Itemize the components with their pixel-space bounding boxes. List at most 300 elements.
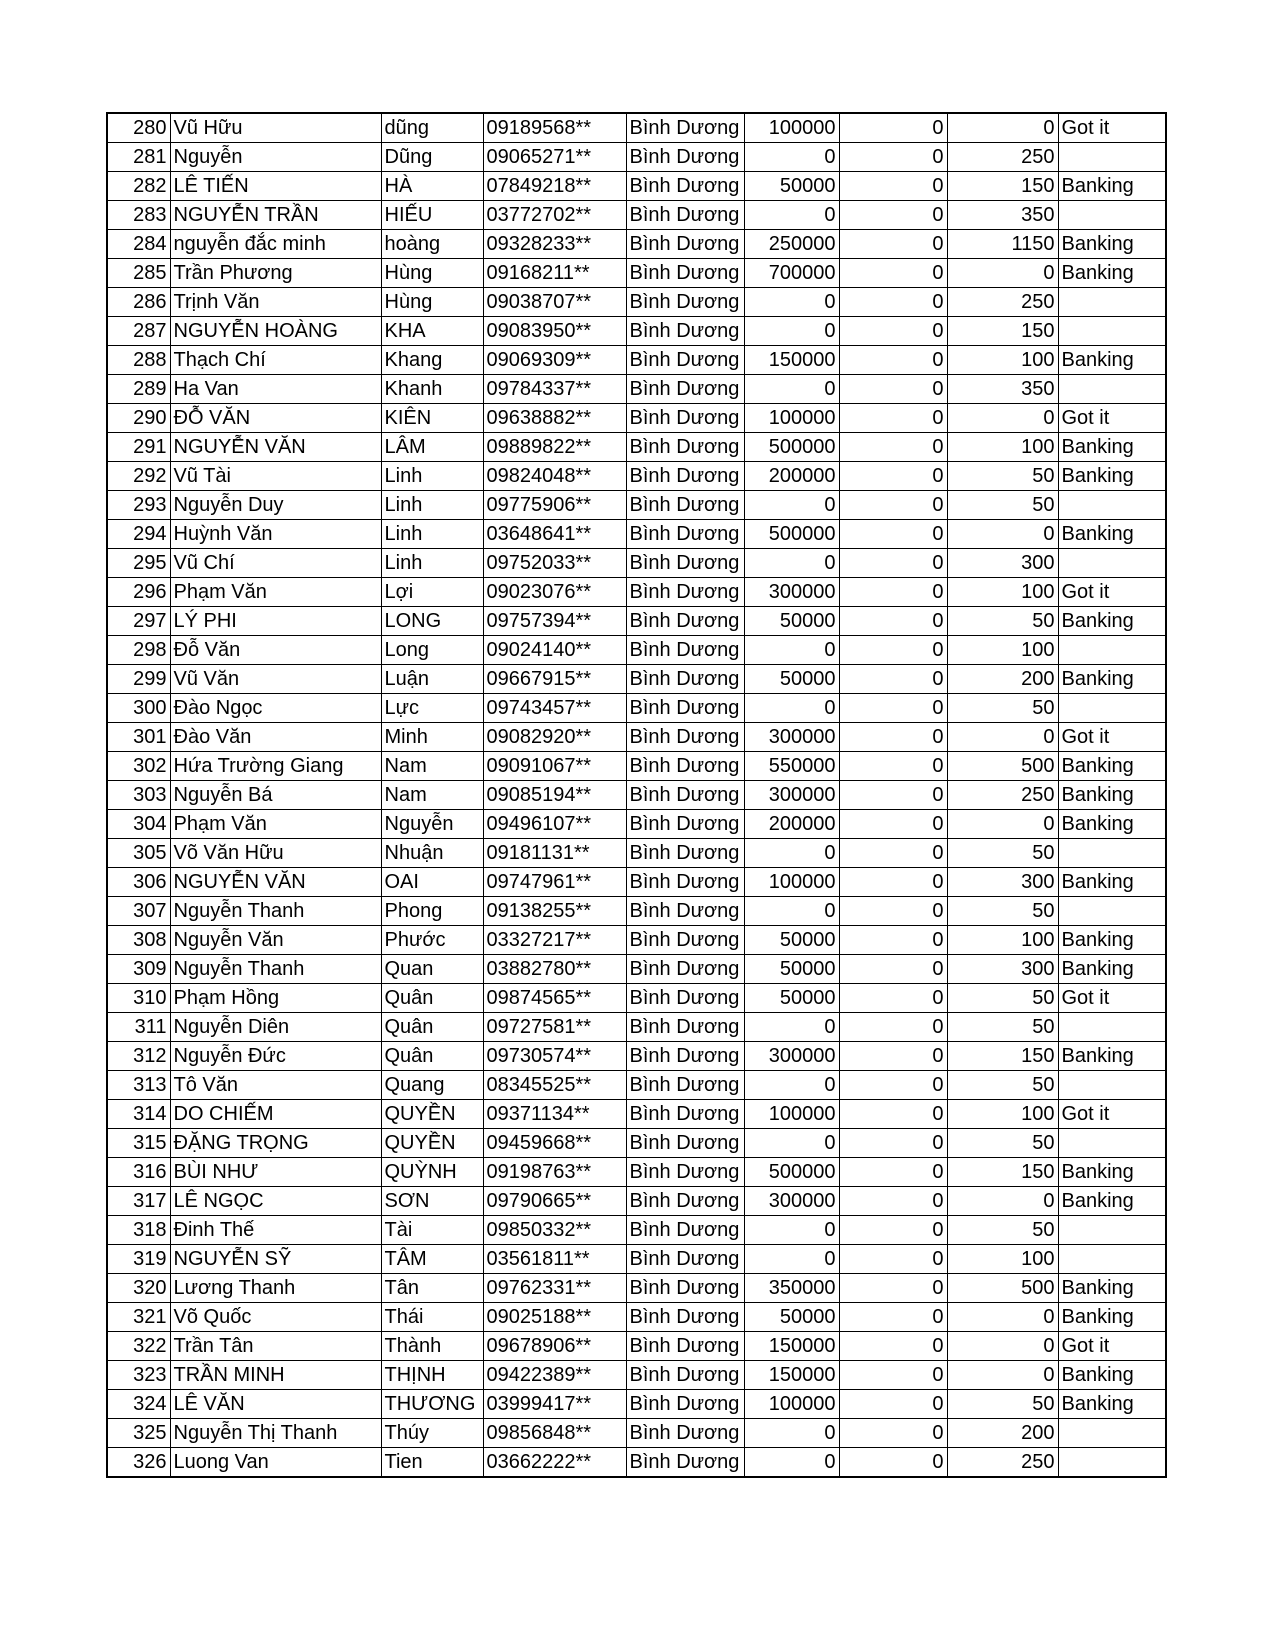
cell-payment-method: Got it: [1058, 984, 1166, 1013]
cell-amount: 0: [744, 1013, 839, 1042]
cell-last-middle-name: Nguyễn Thanh: [170, 955, 381, 984]
cell-last-middle-name: LÊ NGỌC: [170, 1187, 381, 1216]
cell-points: 0: [947, 810, 1058, 839]
cell-province: Bình Dương: [626, 491, 744, 520]
cell-last-middle-name: Phạm Văn: [170, 810, 381, 839]
cell-points: 250: [947, 781, 1058, 810]
table-row: [107, 810, 1166, 839]
cell-province: Bình Dương: [626, 1216, 744, 1245]
cell-phone: 09083950**: [483, 317, 626, 346]
cell-payment-method: [1058, 897, 1166, 926]
cell-last-middle-name: Lương Thanh: [170, 1274, 381, 1303]
cell-row-number: 308: [107, 926, 170, 955]
cell-province: Bình Dương: [626, 113, 744, 143]
cell-last-middle-name: Thạch Chí: [170, 346, 381, 375]
cell-last-middle-name: nguyễn đắc minh: [170, 230, 381, 259]
cell-value-zero: 0: [839, 1390, 947, 1419]
cell-province: Bình Dương: [626, 1390, 744, 1419]
table-row: [107, 752, 1166, 781]
table-row: [107, 520, 1166, 549]
cell-value-zero: 0: [839, 491, 947, 520]
cell-amount: 50000: [744, 665, 839, 694]
data-table: [106, 112, 1167, 1478]
table-row: [107, 839, 1166, 868]
cell-phone: 03327217**: [483, 926, 626, 955]
cell-last-middle-name: Đào Văn: [170, 723, 381, 752]
cell-phone: 09065271**: [483, 143, 626, 172]
cell-payment-method: Banking: [1058, 752, 1166, 781]
cell-value-zero: 0: [839, 926, 947, 955]
cell-row-number: 283: [107, 201, 170, 230]
cell-row-number: 319: [107, 1245, 170, 1274]
cell-row-number: 290: [107, 404, 170, 433]
cell-amount: 200000: [744, 810, 839, 839]
cell-phone: 09775906**: [483, 491, 626, 520]
cell-amount: 0: [744, 201, 839, 230]
cell-phone: 09790665**: [483, 1187, 626, 1216]
cell-points: 150: [947, 1042, 1058, 1071]
cell-amount: 50000: [744, 607, 839, 636]
cell-payment-method: Banking: [1058, 1303, 1166, 1332]
cell-last-middle-name: Nguyễn Đức: [170, 1042, 381, 1071]
cell-value-zero: 0: [839, 868, 947, 897]
cell-value-zero: 0: [839, 1303, 947, 1332]
table-row: [107, 113, 1166, 143]
cell-province: Bình Dương: [626, 752, 744, 781]
cell-payment-method: [1058, 375, 1166, 404]
cell-last-middle-name: Nguyễn Thanh: [170, 897, 381, 926]
cell-first-name: Quân: [381, 1013, 483, 1042]
cell-province: Bình Dương: [626, 926, 744, 955]
cell-row-number: 321: [107, 1303, 170, 1332]
cell-province: Bình Dương: [626, 694, 744, 723]
cell-row-number: 280: [107, 113, 170, 143]
cell-points: 50: [947, 491, 1058, 520]
table-row: [107, 1419, 1166, 1448]
cell-points: 0: [947, 1303, 1058, 1332]
cell-phone: 09824048**: [483, 462, 626, 491]
cell-phone: 09069309**: [483, 346, 626, 375]
cell-phone: 03648641**: [483, 520, 626, 549]
cell-value-zero: 0: [839, 955, 947, 984]
table-row: [107, 433, 1166, 462]
cell-first-name: Nam: [381, 781, 483, 810]
table-row: [107, 346, 1166, 375]
cell-points: 350: [947, 201, 1058, 230]
cell-last-middle-name: NGUYỄN VĂN: [170, 868, 381, 897]
cell-row-number: 287: [107, 317, 170, 346]
cell-points: 300: [947, 955, 1058, 984]
cell-province: Bình Dương: [626, 839, 744, 868]
cell-value-zero: 0: [839, 1245, 947, 1274]
cell-value-zero: 0: [839, 839, 947, 868]
table-row: [107, 143, 1166, 172]
table-row: [107, 1274, 1166, 1303]
cell-last-middle-name: Đào Ngọc: [170, 694, 381, 723]
cell-first-name: Minh: [381, 723, 483, 752]
cell-amount: 100000: [744, 868, 839, 897]
cell-first-name: Quân: [381, 1042, 483, 1071]
cell-value-zero: 0: [839, 375, 947, 404]
cell-value-zero: 0: [839, 317, 947, 346]
cell-first-name: Nhuận: [381, 839, 483, 868]
table-row: [107, 636, 1166, 665]
cell-value-zero: 0: [839, 636, 947, 665]
cell-payment-method: Banking: [1058, 868, 1166, 897]
cell-province: Bình Dương: [626, 955, 744, 984]
cell-row-number: 281: [107, 143, 170, 172]
cell-row-number: 302: [107, 752, 170, 781]
cell-value-zero: 0: [839, 143, 947, 172]
cell-row-number: 292: [107, 462, 170, 491]
cell-last-middle-name: ĐỖ VĂN: [170, 404, 381, 433]
cell-province: Bình Dương: [626, 433, 744, 462]
cell-first-name: Dũng: [381, 143, 483, 172]
cell-payment-method: Banking: [1058, 926, 1166, 955]
cell-last-middle-name: Trịnh Văn: [170, 288, 381, 317]
cell-last-middle-name: NGUYỄN SỸ: [170, 1245, 381, 1274]
table-row: [107, 781, 1166, 810]
cell-payment-method: [1058, 201, 1166, 230]
cell-amount: 50000: [744, 1303, 839, 1332]
cell-last-middle-name: ĐẶNG TRỌNG: [170, 1129, 381, 1158]
cell-points: 150: [947, 317, 1058, 346]
cell-last-middle-name: Phạm Hồng: [170, 984, 381, 1013]
cell-last-middle-name: Luong Van: [170, 1448, 381, 1478]
cell-phone: 09496107**: [483, 810, 626, 839]
cell-points: 50: [947, 839, 1058, 868]
cell-province: Bình Dương: [626, 230, 744, 259]
cell-province: Bình Dương: [626, 665, 744, 694]
cell-payment-method: [1058, 636, 1166, 665]
cell-amount: 0: [744, 375, 839, 404]
cell-amount: 0: [744, 1216, 839, 1245]
cell-points: 50: [947, 1013, 1058, 1042]
cell-first-name: Tân: [381, 1274, 483, 1303]
cell-first-name: SƠN: [381, 1187, 483, 1216]
cell-payment-method: Got it: [1058, 404, 1166, 433]
cell-amount: 50000: [744, 172, 839, 201]
cell-last-middle-name: Đỗ Văn: [170, 636, 381, 665]
cell-payment-method: Got it: [1058, 578, 1166, 607]
table-row: [107, 607, 1166, 636]
cell-points: 50: [947, 984, 1058, 1013]
table-row: [107, 201, 1166, 230]
cell-row-number: 323: [107, 1361, 170, 1390]
cell-points: 0: [947, 520, 1058, 549]
cell-phone: 03999417**: [483, 1390, 626, 1419]
cell-value-zero: 0: [839, 1216, 947, 1245]
cell-value-zero: 0: [839, 404, 947, 433]
table-row: [107, 955, 1166, 984]
cell-row-number: 305: [107, 839, 170, 868]
cell-first-name: Tien: [381, 1448, 483, 1478]
cell-province: Bình Dương: [626, 1332, 744, 1361]
cell-points: 200: [947, 665, 1058, 694]
cell-first-name: Quan: [381, 955, 483, 984]
cell-phone: 03662222**: [483, 1448, 626, 1478]
cell-payment-method: [1058, 1448, 1166, 1478]
cell-points: 50: [947, 1129, 1058, 1158]
table-row: [107, 1013, 1166, 1042]
cell-province: Bình Dương: [626, 1042, 744, 1071]
cell-row-number: 317: [107, 1187, 170, 1216]
table-row: [107, 723, 1166, 752]
cell-last-middle-name: LÊ TIẾN: [170, 172, 381, 201]
cell-row-number: 284: [107, 230, 170, 259]
cell-province: Bình Dương: [626, 1071, 744, 1100]
cell-first-name: Phước: [381, 926, 483, 955]
cell-phone: 09422389**: [483, 1361, 626, 1390]
cell-first-name: Luận: [381, 665, 483, 694]
cell-last-middle-name: Hứa Trường Giang: [170, 752, 381, 781]
cell-payment-method: Banking: [1058, 1390, 1166, 1419]
cell-first-name: HÀ: [381, 172, 483, 201]
cell-payment-method: [1058, 288, 1166, 317]
cell-points: 50: [947, 694, 1058, 723]
cell-payment-method: Banking: [1058, 1361, 1166, 1390]
cell-amount: 100000: [744, 404, 839, 433]
cell-payment-method: [1058, 491, 1166, 520]
cell-points: 0: [947, 1332, 1058, 1361]
cell-row-number: 314: [107, 1100, 170, 1129]
cell-value-zero: 0: [839, 984, 947, 1013]
cell-phone: 03772702**: [483, 201, 626, 230]
cell-first-name: Long: [381, 636, 483, 665]
cell-province: Bình Dương: [626, 549, 744, 578]
table-row: [107, 549, 1166, 578]
cell-value-zero: 0: [839, 230, 947, 259]
cell-value-zero: 0: [839, 578, 947, 607]
cell-row-number: 310: [107, 984, 170, 1013]
cell-row-number: 304: [107, 810, 170, 839]
cell-value-zero: 0: [839, 810, 947, 839]
cell-phone: 09082920**: [483, 723, 626, 752]
cell-points: 300: [947, 549, 1058, 578]
cell-phone: 07849218**: [483, 172, 626, 201]
cell-points: 0: [947, 113, 1058, 143]
cell-amount: 500000: [744, 433, 839, 462]
cell-first-name: LONG: [381, 607, 483, 636]
cell-amount: 500000: [744, 520, 839, 549]
table-row: [107, 172, 1166, 201]
table-row: [107, 1361, 1166, 1390]
cell-province: Bình Dương: [626, 259, 744, 288]
cell-province: Bình Dương: [626, 897, 744, 926]
cell-value-zero: 0: [839, 752, 947, 781]
cell-row-number: 315: [107, 1129, 170, 1158]
cell-phone: 09459668**: [483, 1129, 626, 1158]
cell-first-name: Nguyễn: [381, 810, 483, 839]
cell-amount: 0: [744, 897, 839, 926]
cell-amount: 100000: [744, 1390, 839, 1419]
cell-phone: 09678906**: [483, 1332, 626, 1361]
cell-value-zero: 0: [839, 1187, 947, 1216]
cell-last-middle-name: NGUYỄN TRẦN: [170, 201, 381, 230]
cell-last-middle-name: BÙI NHƯ: [170, 1158, 381, 1187]
cell-last-middle-name: NGUYỄN HOÀNG: [170, 317, 381, 346]
cell-payment-method: Banking: [1058, 230, 1166, 259]
cell-amount: 300000: [744, 578, 839, 607]
table-row: [107, 1245, 1166, 1274]
cell-row-number: 301: [107, 723, 170, 752]
cell-row-number: 293: [107, 491, 170, 520]
cell-province: Bình Dương: [626, 346, 744, 375]
cell-payment-method: Banking: [1058, 1042, 1166, 1071]
cell-phone: 09727581**: [483, 1013, 626, 1042]
cell-value-zero: 0: [839, 897, 947, 926]
cell-row-number: 295: [107, 549, 170, 578]
cell-first-name: KHA: [381, 317, 483, 346]
cell-points: 100: [947, 346, 1058, 375]
cell-points: 100: [947, 636, 1058, 665]
cell-payment-method: Banking: [1058, 346, 1166, 375]
cell-first-name: KIÊN: [381, 404, 483, 433]
cell-row-number: 296: [107, 578, 170, 607]
cell-payment-method: Banking: [1058, 955, 1166, 984]
table-row: [107, 926, 1166, 955]
cell-amount: 0: [744, 1245, 839, 1274]
cell-payment-method: [1058, 549, 1166, 578]
cell-amount: 0: [744, 1071, 839, 1100]
cell-payment-method: Got it: [1058, 1332, 1166, 1361]
cell-phone: 09371134**: [483, 1100, 626, 1129]
cell-phone: 09038707**: [483, 288, 626, 317]
cell-amount: 300000: [744, 1187, 839, 1216]
cell-phone: 09181131**: [483, 839, 626, 868]
cell-payment-method: Banking: [1058, 607, 1166, 636]
table-row: [107, 1332, 1166, 1361]
cell-points: 250: [947, 143, 1058, 172]
cell-amount: 0: [744, 317, 839, 346]
cell-row-number: 322: [107, 1332, 170, 1361]
cell-last-middle-name: Vũ Tài: [170, 462, 381, 491]
cell-province: Bình Dương: [626, 607, 744, 636]
cell-payment-method: [1058, 1419, 1166, 1448]
cell-value-zero: 0: [839, 1071, 947, 1100]
table-row: [107, 1448, 1166, 1478]
cell-points: 50: [947, 1071, 1058, 1100]
cell-last-middle-name: LÊ VĂN: [170, 1390, 381, 1419]
cell-phone: 09138255**: [483, 897, 626, 926]
cell-phone: 09784337**: [483, 375, 626, 404]
cell-payment-method: [1058, 317, 1166, 346]
cell-payment-method: Banking: [1058, 1158, 1166, 1187]
cell-province: Bình Dương: [626, 1245, 744, 1274]
cell-province: Bình Dương: [626, 578, 744, 607]
cell-row-number: 289: [107, 375, 170, 404]
cell-province: Bình Dương: [626, 868, 744, 897]
cell-row-number: 312: [107, 1042, 170, 1071]
cell-province: Bình Dương: [626, 1274, 744, 1303]
cell-value-zero: 0: [839, 520, 947, 549]
cell-amount: 0: [744, 694, 839, 723]
cell-province: Bình Dương: [626, 1013, 744, 1042]
cell-first-name: Lợi: [381, 578, 483, 607]
table-row: [107, 1216, 1166, 1245]
cell-value-zero: 0: [839, 723, 947, 752]
cell-points: 150: [947, 172, 1058, 201]
cell-value-zero: 0: [839, 1274, 947, 1303]
cell-first-name: Khang: [381, 346, 483, 375]
cell-payment-method: [1058, 1013, 1166, 1042]
cell-amount: 0: [744, 288, 839, 317]
cell-points: 0: [947, 1187, 1058, 1216]
cell-province: Bình Dương: [626, 636, 744, 665]
cell-points: 250: [947, 288, 1058, 317]
cell-province: Bình Dương: [626, 781, 744, 810]
cell-row-number: 326: [107, 1448, 170, 1478]
cell-value-zero: 0: [839, 346, 947, 375]
table-row: [107, 1071, 1166, 1100]
cell-last-middle-name: Vũ Văn: [170, 665, 381, 694]
cell-province: Bình Dương: [626, 810, 744, 839]
cell-amount: 0: [744, 1129, 839, 1158]
cell-first-name: QUYỀN: [381, 1129, 483, 1158]
cell-points: 100: [947, 1245, 1058, 1274]
cell-amount: 700000: [744, 259, 839, 288]
cell-value-zero: 0: [839, 694, 947, 723]
table-row: [107, 1303, 1166, 1332]
cell-phone: 09752033**: [483, 549, 626, 578]
cell-points: 100: [947, 578, 1058, 607]
cell-first-name: Thành: [381, 1332, 483, 1361]
cell-last-middle-name: Đinh Thế: [170, 1216, 381, 1245]
table-row: [107, 404, 1166, 433]
table-row: [107, 1129, 1166, 1158]
cell-amount: 0: [744, 636, 839, 665]
table-row: [107, 868, 1166, 897]
cell-value-zero: 0: [839, 172, 947, 201]
table-row: [107, 375, 1166, 404]
cell-payment-method: Banking: [1058, 462, 1166, 491]
cell-phone: 09889822**: [483, 433, 626, 462]
cell-last-middle-name: Võ Văn Hữu: [170, 839, 381, 868]
cell-last-middle-name: TRẦN MINH: [170, 1361, 381, 1390]
cell-first-name: HIẾU: [381, 201, 483, 230]
cell-payment-method: Banking: [1058, 520, 1166, 549]
cell-amount: 200000: [744, 462, 839, 491]
cell-last-middle-name: Nguyễn Diên: [170, 1013, 381, 1042]
cell-payment-method: Banking: [1058, 433, 1166, 462]
cell-province: Bình Dương: [626, 288, 744, 317]
cell-phone: 09638882**: [483, 404, 626, 433]
cell-phone: 09091067**: [483, 752, 626, 781]
cell-points: 1150: [947, 230, 1058, 259]
table-row: [107, 1158, 1166, 1187]
cell-value-zero: 0: [839, 113, 947, 143]
cell-first-name: dũng: [381, 113, 483, 143]
cell-last-middle-name: Vũ Chí: [170, 549, 381, 578]
cell-points: 100: [947, 1100, 1058, 1129]
cell-points: 0: [947, 1361, 1058, 1390]
cell-amount: 150000: [744, 346, 839, 375]
cell-payment-method: [1058, 1129, 1166, 1158]
cell-payment-method: Banking: [1058, 781, 1166, 810]
cell-amount: 0: [744, 491, 839, 520]
cell-row-number: 298: [107, 636, 170, 665]
cell-value-zero: 0: [839, 665, 947, 694]
table-row: [107, 317, 1166, 346]
cell-value-zero: 0: [839, 288, 947, 317]
table-row: [107, 1042, 1166, 1071]
cell-points: 50: [947, 897, 1058, 926]
table-row: [107, 665, 1166, 694]
cell-amount: 300000: [744, 723, 839, 752]
cell-phone: 03561811**: [483, 1245, 626, 1274]
cell-phone: 09189568**: [483, 113, 626, 143]
cell-phone: 09856848**: [483, 1419, 626, 1448]
